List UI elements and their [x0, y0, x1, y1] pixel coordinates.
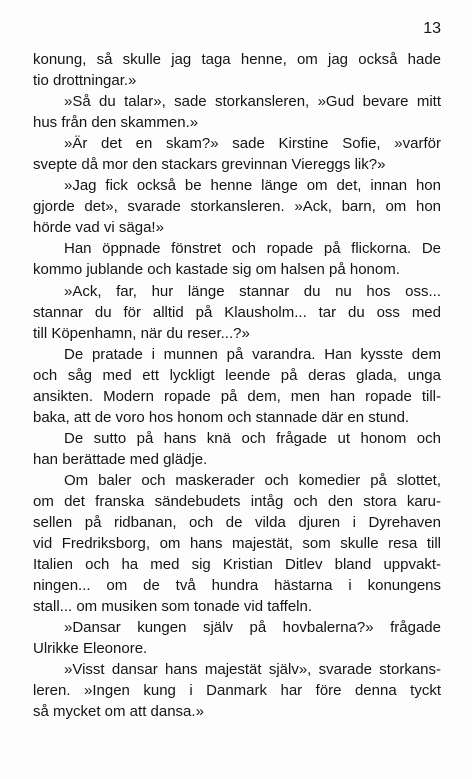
text-line: stall... om musiken som tonade vid taffeln.: [33, 598, 313, 616]
paragraph: [33, 91, 441, 133]
text-line: Om baler och maskerader och komedier på slottet,: [64, 471, 441, 489]
text-line: konung, så skulle jag taga henne, om jag också hade: [33, 51, 441, 68]
text-line: »Visst dansar hans majestät själv», svarade storkans-: [64, 661, 441, 679]
text-line: tio drottningar.»: [33, 72, 137, 90]
paragraph: [33, 659, 441, 722]
paragraph: [33, 238, 441, 280]
paragraph: [33, 49, 441, 91]
paragraph: [33, 470, 441, 617]
text-line: vid Fredriksborg, om hans majestät, som skulle resa till: [33, 535, 441, 553]
text-line: om det franska sändebudets intåg och den stora karu-: [33, 492, 441, 510]
text-line: »Jag fick också be henne länge om det, innan hon: [64, 177, 441, 195]
text-line: De pratade i munnen på varandra. Han kysste dem: [64, 345, 441, 363]
text-line: han berättade med glädje.: [33, 450, 208, 468]
text-line: till Köpenhamn, när du reser...?»: [33, 324, 250, 342]
text-line: De sutto på hans knä och frågade ut honom och: [64, 429, 441, 447]
text-line: stannar du för alltid på Klausholm... tar du oss med: [33, 303, 441, 321]
text-line: ansikten. Modern ropade på dem, men han ropade till-: [33, 387, 441, 405]
paragraph: [33, 281, 441, 344]
body-text: [33, 49, 441, 723]
paragraph: [33, 617, 441, 659]
page-number: 13: [423, 20, 441, 37]
text-line: »Dansar kungen själv på hovbalerna?» frågade: [64, 619, 441, 637]
text-line: så mycket om att dansa.»: [33, 703, 204, 721]
text-line: hus från den skammen.»: [33, 114, 199, 132]
text-line: »Ack, far, hur länge stannar du nu hos oss...: [64, 282, 441, 300]
text-line: »Så du talar», sade storkansleren, »Gud bevare mitt: [64, 93, 441, 111]
paragraph: [33, 428, 441, 470]
text-line: leren. »Ingen kung i Danmark har före denna tyckt: [33, 682, 441, 700]
text-line: baka, att de voro hos honom och stannade där en stund.: [33, 408, 410, 426]
text-line: sellen på ridbanan, och de vilda djuren i Dyrehaven: [33, 514, 441, 532]
paragraph: [33, 175, 441, 238]
text-line: svepte då mor den stackars grevinnan Viereggs lik?»: [33, 156, 386, 174]
text-line: kommo jublande och kastade sig om halsen på honom.: [33, 261, 400, 279]
text-line: hörde vad vi säga!»: [33, 219, 164, 237]
text-line: ningen... om de två hundra hästarna i konungens: [33, 577, 441, 595]
text-line: Italien och ha med sig Kristian Ditlev bland uppvakt-: [33, 556, 441, 574]
text-line: Ulrikke Eleonore.: [33, 640, 148, 658]
text-line: och såg med ett lyckligt leende på deras glada, unga: [33, 366, 441, 384]
paragraph: [33, 344, 441, 428]
paragraph: [33, 133, 441, 175]
text-line: gjorde det», svarade storkansleren. »Ack, barn, om hon: [33, 198, 441, 216]
text-line: Han öppnade fönstret och ropade på flickorna. De: [64, 240, 441, 258]
text-line: »Är det en skam?» sade Kirstine Sofie, »varför: [64, 135, 441, 153]
